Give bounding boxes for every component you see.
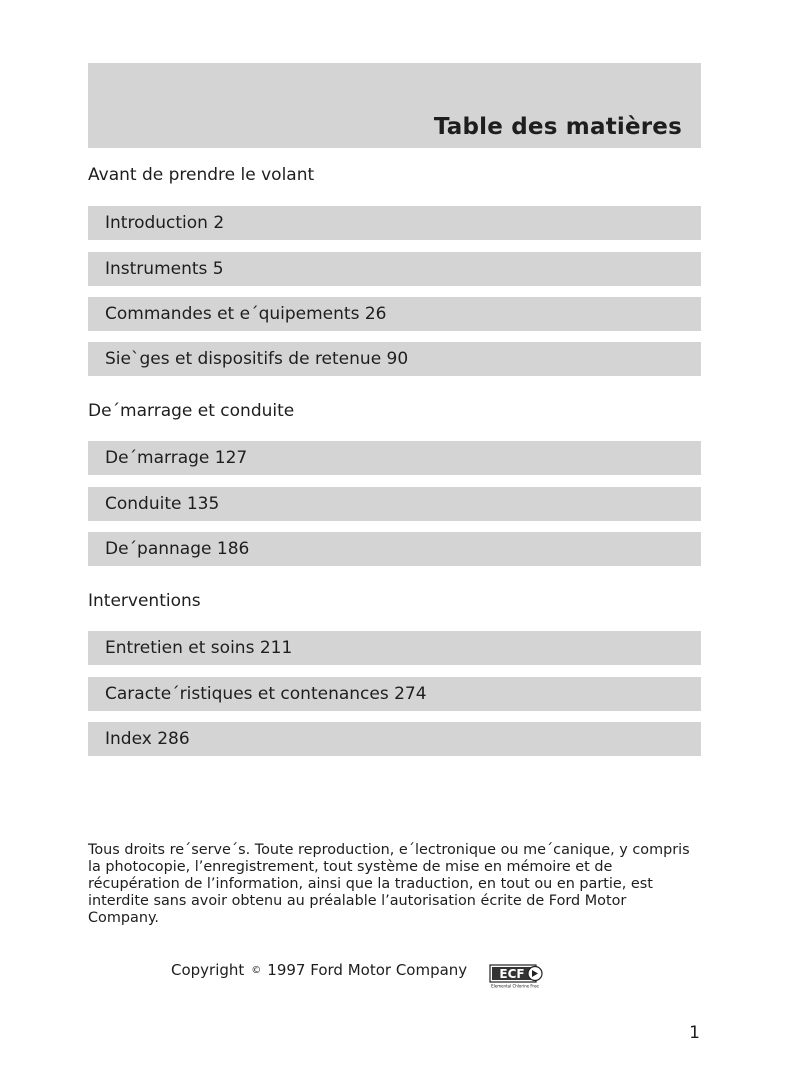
legal-line: interdite sans avoir obtenu au préalable l’autorisation écrite de Ford Motor [88,893,627,909]
toc-item-commandes-et-equipements[interactable]: Commandes et e´quipements 26 [88,297,701,331]
legal-line: récupération de l’information, ainsi que la traduction, en tout ou en partie, est [88,876,653,892]
title-banner [88,63,701,148]
ecf-logo-letters: ECF [499,967,525,981]
section-heading-demarrage-et-conduite: De´marrage et conduite [88,401,295,421]
toc-item-entretien-et-soins[interactable]: Entretien et soins 211 [88,631,701,665]
toc-item-introduction[interactable]: Introduction 2 [88,206,701,240]
toc-item-instruments[interactable]: Instruments 5 [88,252,701,286]
copyright-symbol: © [251,964,262,976]
toc-item-demarrage[interactable]: De´marrage 127 [88,441,701,475]
section-heading-interventions: Interventions [88,591,201,611]
toc-item-depannage[interactable]: De´pannage 186 [88,532,701,566]
legal-line: Tous droits re´serve´s. Toute reproduction, e´lectronique ou me´canique, y compris [88,842,690,858]
legal-line: Company. [88,910,159,926]
page-title: Table des matières [433,114,682,140]
toc-item-conduite[interactable]: Conduite 135 [88,487,701,521]
toc-item-caracteristiques[interactable]: Caracte´ristiques et contenances 274 [88,677,701,711]
ecf-logo-caption: Elemental Chlorine Free [491,983,539,989]
toc-item-sieges-et-dispositifs[interactable]: Sie`ges et dispositifs de retenue 90 [88,342,701,376]
copyright-text: 1997 Ford Motor Company [267,961,468,979]
section-heading-avant-de-prendre-le-volant: Avant de prendre le volant [88,165,315,185]
toc-item-index[interactable]: Index 286 [88,722,701,756]
legal-notice [88,842,708,927]
copyright-prefix: Copyright [171,961,245,979]
page-number: 1 [689,1023,700,1043]
ecf-logo [487,963,543,989]
copyright-line [171,961,467,979]
legal-line: la photocopie, l’enregistrement, tout système de mise en mémoire et de [88,859,613,875]
